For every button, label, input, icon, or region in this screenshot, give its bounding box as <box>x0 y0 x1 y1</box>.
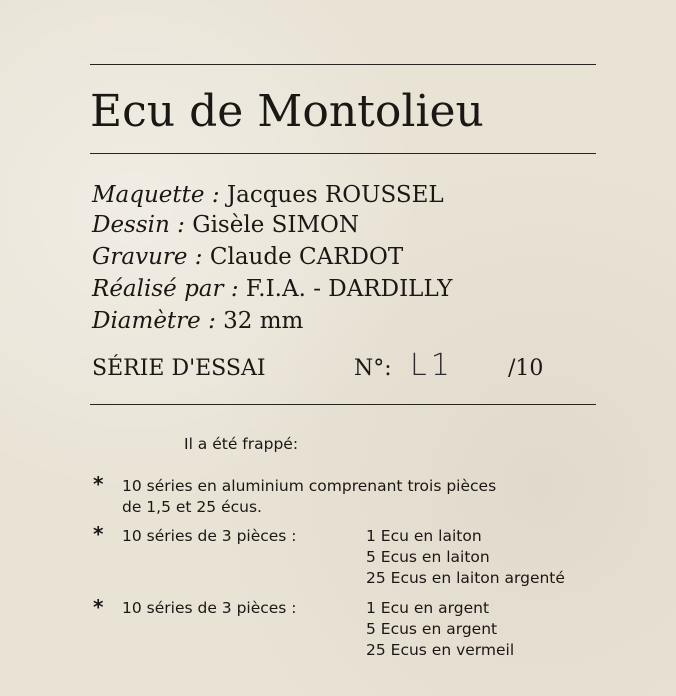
credit-value: Gisèle SIMON <box>192 212 359 238</box>
credit-label: Réalisé par : <box>92 276 239 302</box>
intro-text: Il a été frappé: <box>184 435 299 453</box>
credit-maquette <box>92 180 444 210</box>
credit-diametre <box>92 306 303 336</box>
serie-label: SÉRIE D'ESSAI <box>92 356 266 381</box>
item-2-detail-1: 1 Ecu en laiton <box>366 527 482 545</box>
item-1-line-1: 10 séries en aluminium comprenant trois pièces <box>122 477 497 495</box>
item-2-detail-3: 25 Ecus en laiton argenté <box>366 569 565 587</box>
credit-label: Dessin : <box>92 212 185 238</box>
item-3-detail-3: 25 Ecus en vermeil <box>366 641 515 659</box>
credit-value: Claude CARDOT <box>209 244 404 270</box>
item-2-line-1: 10 séries de 3 pièces : <box>122 527 297 545</box>
credit-value: 32 mm <box>223 308 304 334</box>
bullet-asterisk: * <box>93 595 104 619</box>
credit-dessin <box>92 210 359 240</box>
credit-value: Jacques ROUSSEL <box>226 182 444 208</box>
item-3-detail-1: 1 Ecu en argent <box>366 599 490 617</box>
bullet-asterisk: * <box>93 472 104 496</box>
credit-realise <box>92 274 452 304</box>
serie-line <box>92 348 592 386</box>
bullet-asterisk: * <box>93 522 104 546</box>
serie-number-handwritten: L1 <box>410 348 454 383</box>
top-rule <box>90 64 596 65</box>
item-1-line-2: de 1,5 et 25 écus. <box>122 498 262 516</box>
credit-gravure <box>92 242 403 272</box>
title-rule <box>90 153 596 154</box>
credit-label: Gravure : <box>92 244 203 270</box>
item-2-detail-2: 5 Ecus en laiton <box>366 548 490 566</box>
item-3-line-1: 10 séries de 3 pièces : <box>122 599 297 617</box>
credit-value: F.I.A. - DARDILLY <box>245 276 453 302</box>
item-3-detail-2: 5 Ecus en argent <box>366 620 498 638</box>
credit-label: Maquette : <box>92 182 220 208</box>
serie-number-label: N°: <box>354 356 392 381</box>
page-title: Ecu de Montolieu <box>90 86 484 137</box>
serie-total: /10 <box>508 356 544 381</box>
bottom-rule <box>90 404 596 405</box>
credit-label: Diamètre : <box>92 308 216 334</box>
